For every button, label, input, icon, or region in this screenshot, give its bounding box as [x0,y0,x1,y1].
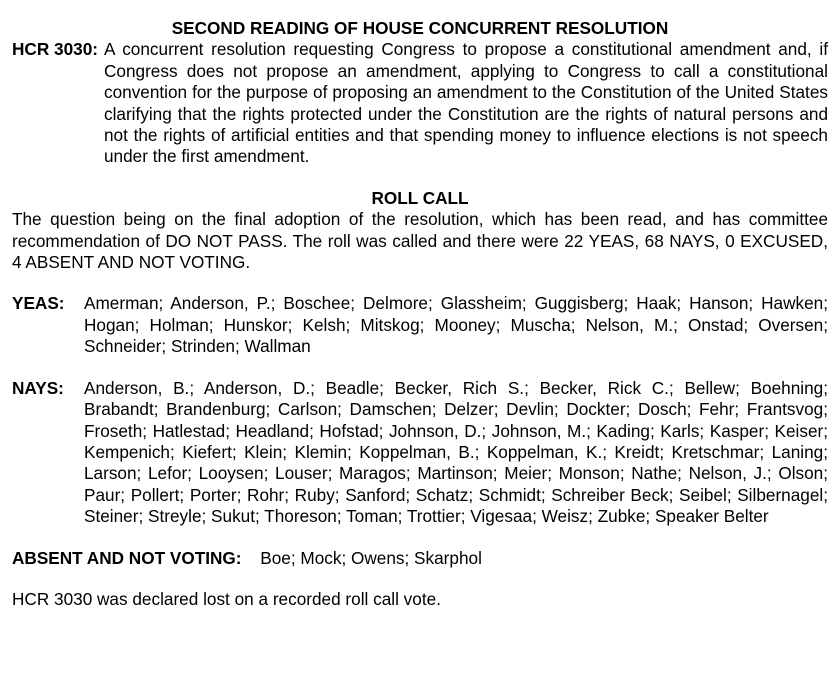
page-title: SECOND READING OF HOUSE CONCURRENT RESOLUTION [171,18,669,38]
result-text: HCR 3030 was declared lost on a recorded roll call vote. [12,588,441,609]
yeas-label: YEAS: [12,293,65,314]
resolution-block [12,39,828,167]
nays-names: Anderson, B.; Anderson, D.; Beadle; Becker, Rich S.; Becker, Rick C.; Bellew; Boehning; Brabandt; Brandenburg; Carlson; Damschen; Delzer; Devlin; Dockter; Dosch; Fehr; Frantsvog; Froseth; Hatlestad; Headland; Hofstad; Johnson, D.; Johnson, M.; Kading; Karls; Kasper; Keiser; Kempenich; Kiefert; Klein; Klemin; Koppelman, B.; Koppelman, K.; Kreidt; Kretschmar; Laning; Larson; Lefor; Looysen; Louser; Maragos; Martinson; Meier; Monson; Nathe; Nelson, J.; Olson; Paur; Pollert; Porter; Rohr; Ruby; Sanford; Schatz; Schmidt; Schreiber Beck; Seibel; Silbernagel; Steiner; Streyle; Sukut; Thoreson; Toman; Trottier; Vigesaa; Weisz; Zubke; Speaker Belter [84,377,828,527]
nays-label: NAYS: [12,377,64,398]
absent-block [12,548,828,569]
roll-call-heading: ROLL CALL [371,187,469,208]
absent-names: Boe; Mock; Owens; Skarphol [260,547,482,568]
roll-call-text: The question being on the final adoption of the resolution, which has been read, and has committee recommendation of DO NOT PASS. The roll was called and there were 22 YEAS, 68 NAYS, 0 EXCUSED, 4 ABSENT AND NOT VOTING. [12,209,828,273]
nays-block [12,378,828,528]
absent-label: ABSENT AND NOT VOTING: [12,547,242,568]
yeas-names: Amerman; Anderson, P.; Boschee; Delmore; Glassheim; Guggisberg; Haak; Hanson; Hawken; Hogan; Holman; Hunskor; Kelsh; Mitskog; Mooney; Muscha; Nelson, M.; Onstad; Oversen; Schneider; Strinden; Wallman [84,293,828,357]
yeas-block [12,293,828,357]
resolution-label: HCR 3030: [12,39,98,60]
resolution-text: A concurrent resolution requesting Congress to propose a constitutional amendment and, if Congress does not propose an amendment, applying to Congress to call a constitutional convention for the purpose of proposing an amendment to the Constitution of the United States clarifying that the rights protected under the Constitution are the rights of natural persons and not the rights of artificial entities and that spending money to influence elections is not speech under the first amendment. [103,39,828,167]
